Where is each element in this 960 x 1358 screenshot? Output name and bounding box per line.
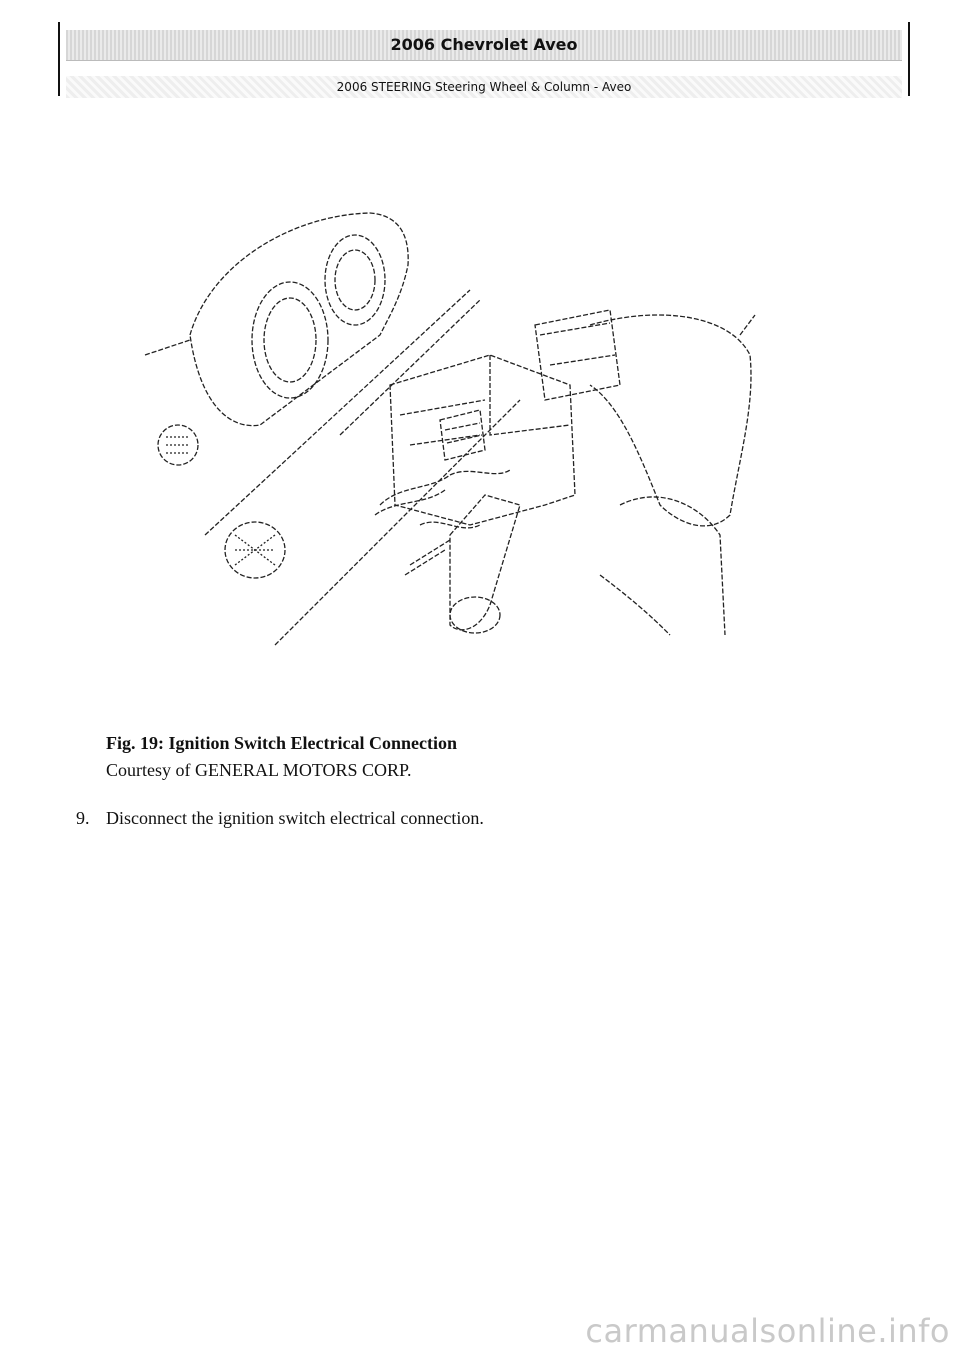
document-title: 2006 Chevrolet Aveo	[66, 30, 902, 61]
step-text: Disconnect the ignition switch electrical connection.	[106, 808, 484, 828]
switch-module	[535, 310, 620, 400]
steering-column	[390, 355, 575, 525]
step-number: 9.	[76, 808, 90, 828]
watermark: carmanualsonline.info	[585, 1312, 950, 1350]
gauge-right	[325, 235, 385, 325]
multifunction-lever	[450, 495, 520, 630]
ignition-switch-figure	[140, 205, 780, 655]
ignition-connector	[440, 410, 485, 460]
figure-caption-title: Fig. 19: Ignition Switch Electrical Connection	[106, 733, 457, 753]
page-header	[58, 22, 910, 96]
figure-caption-credit: Courtesy of GENERAL MOTORS CORP.	[106, 760, 412, 780]
column-shroud	[590, 315, 751, 526]
procedure-step	[76, 806, 876, 830]
document-subtitle: 2006 STEERING Steering Wheel & Column - Aveo	[66, 76, 902, 98]
figure-caption	[106, 730, 806, 784]
instrument-cluster-hood	[190, 213, 408, 426]
